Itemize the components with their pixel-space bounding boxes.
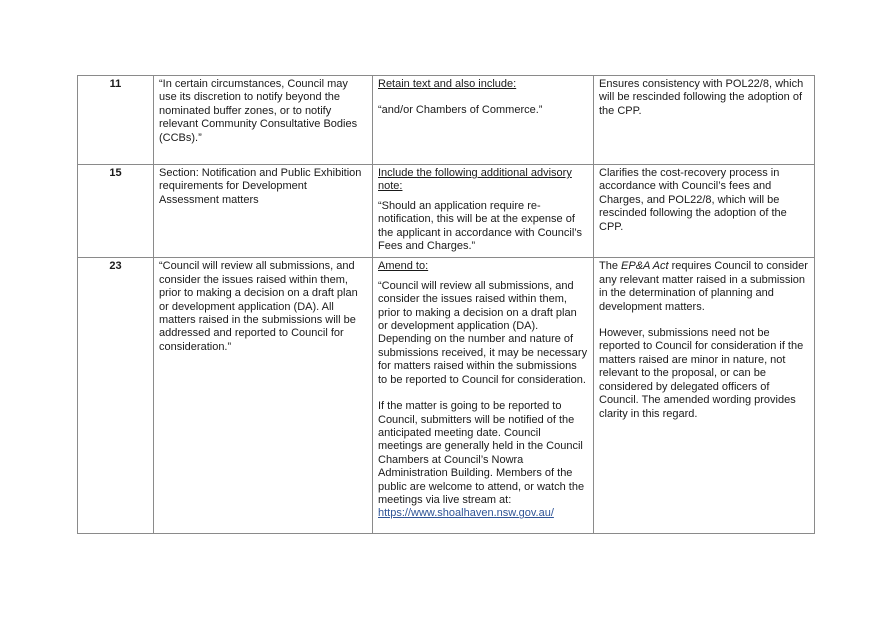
proposed-change-cell [373, 165, 594, 258]
act-name: EP&A Act [621, 260, 669, 273]
proposed-change-cell [373, 76, 594, 165]
reason-text: Clarifies the cost-recovery process in accordance with Council’s fees and Charges, and POL22/8, which will be rescinded following the adoption of the CPP. [599, 167, 787, 233]
change-heading: Retain text and also include: [378, 78, 517, 90]
current-text-cell [154, 258, 373, 534]
table-row [78, 258, 815, 534]
clause-number: 23 [78, 258, 154, 534]
change-text: “and/or Chambers of Commerce.” [378, 104, 543, 117]
reason-text: Ensures consistency with POL22/8, which will be rescinded following the adoption of the CPP. [599, 78, 804, 117]
reason-rest: requires Council to consider any relevant matter raised in a submission in the determination of planning and development matters. [599, 260, 808, 313]
current-text: “In certain circumstances, Council may use its discretion to notify beyond the nominated buffer zones, or to notify relevant Community Consultative Bodies [159, 78, 358, 131]
livestream-link[interactable]: https://www.shoalhaven.nsw.gov.au/ [378, 507, 554, 520]
current-text-cell [154, 165, 373, 258]
clause-number: 11 [78, 76, 154, 165]
change-text: “Council will review all submissions, and consider the issues raised within them, prior to making a decision on a draft plan or development application (DA). Depending on the number and nature of submissions received, it may be necessary for matters raised within the submissions to be reported to Council for consideration. [378, 279, 588, 386]
proposed-change-cell [373, 258, 594, 534]
policy-amendments-table [77, 75, 815, 534]
reason-cell [594, 165, 815, 258]
table-row [78, 165, 815, 258]
current-text-tail: (CCBs).” [159, 131, 202, 144]
current-text: “Council will review all submissions, and consider the issues raised within them, prior to making a decision on a draft plan or development application (DA). All matters raised in the submissions will be addressed and reported to Council for consideration.” [159, 260, 358, 353]
change-text: “Should an application require re-notification, this will be at the expense of the applicant in accordance with Council’s Fees and Charges.” [378, 199, 583, 253]
change-text-2-body: If the matter is going to be reported to Council, submitters will be notified of the anticipated meeting date. Council meetings are generally held in the Council Chambers at Council’s Nowra Administration Building. Members of the public are welcome to attend, or watch the meetings via live stream at: [378, 400, 585, 506]
current-text: Section: Notification and Public Exhibition requirements for Development Assessment matters [159, 167, 362, 206]
change-heading: Amend to: [378, 260, 429, 273]
change-text-2 [378, 400, 588, 521]
reason-text-2: However, submissions need not be reported to Council for consideration if the matters raised are minor in nature, not relevant to the proposal, or can be considered by delegated officers of Council. The amended wording provides clarity in this regard. [599, 327, 804, 420]
current-text-cell [154, 76, 373, 165]
reason-prefix: The [599, 260, 618, 273]
table-row [78, 76, 815, 165]
reason-text [599, 260, 809, 314]
change-heading: Include the following additional advisory note: [378, 167, 572, 193]
reason-cell [594, 258, 815, 534]
clause-number: 15 [78, 165, 154, 258]
reason-cell [594, 76, 815, 165]
